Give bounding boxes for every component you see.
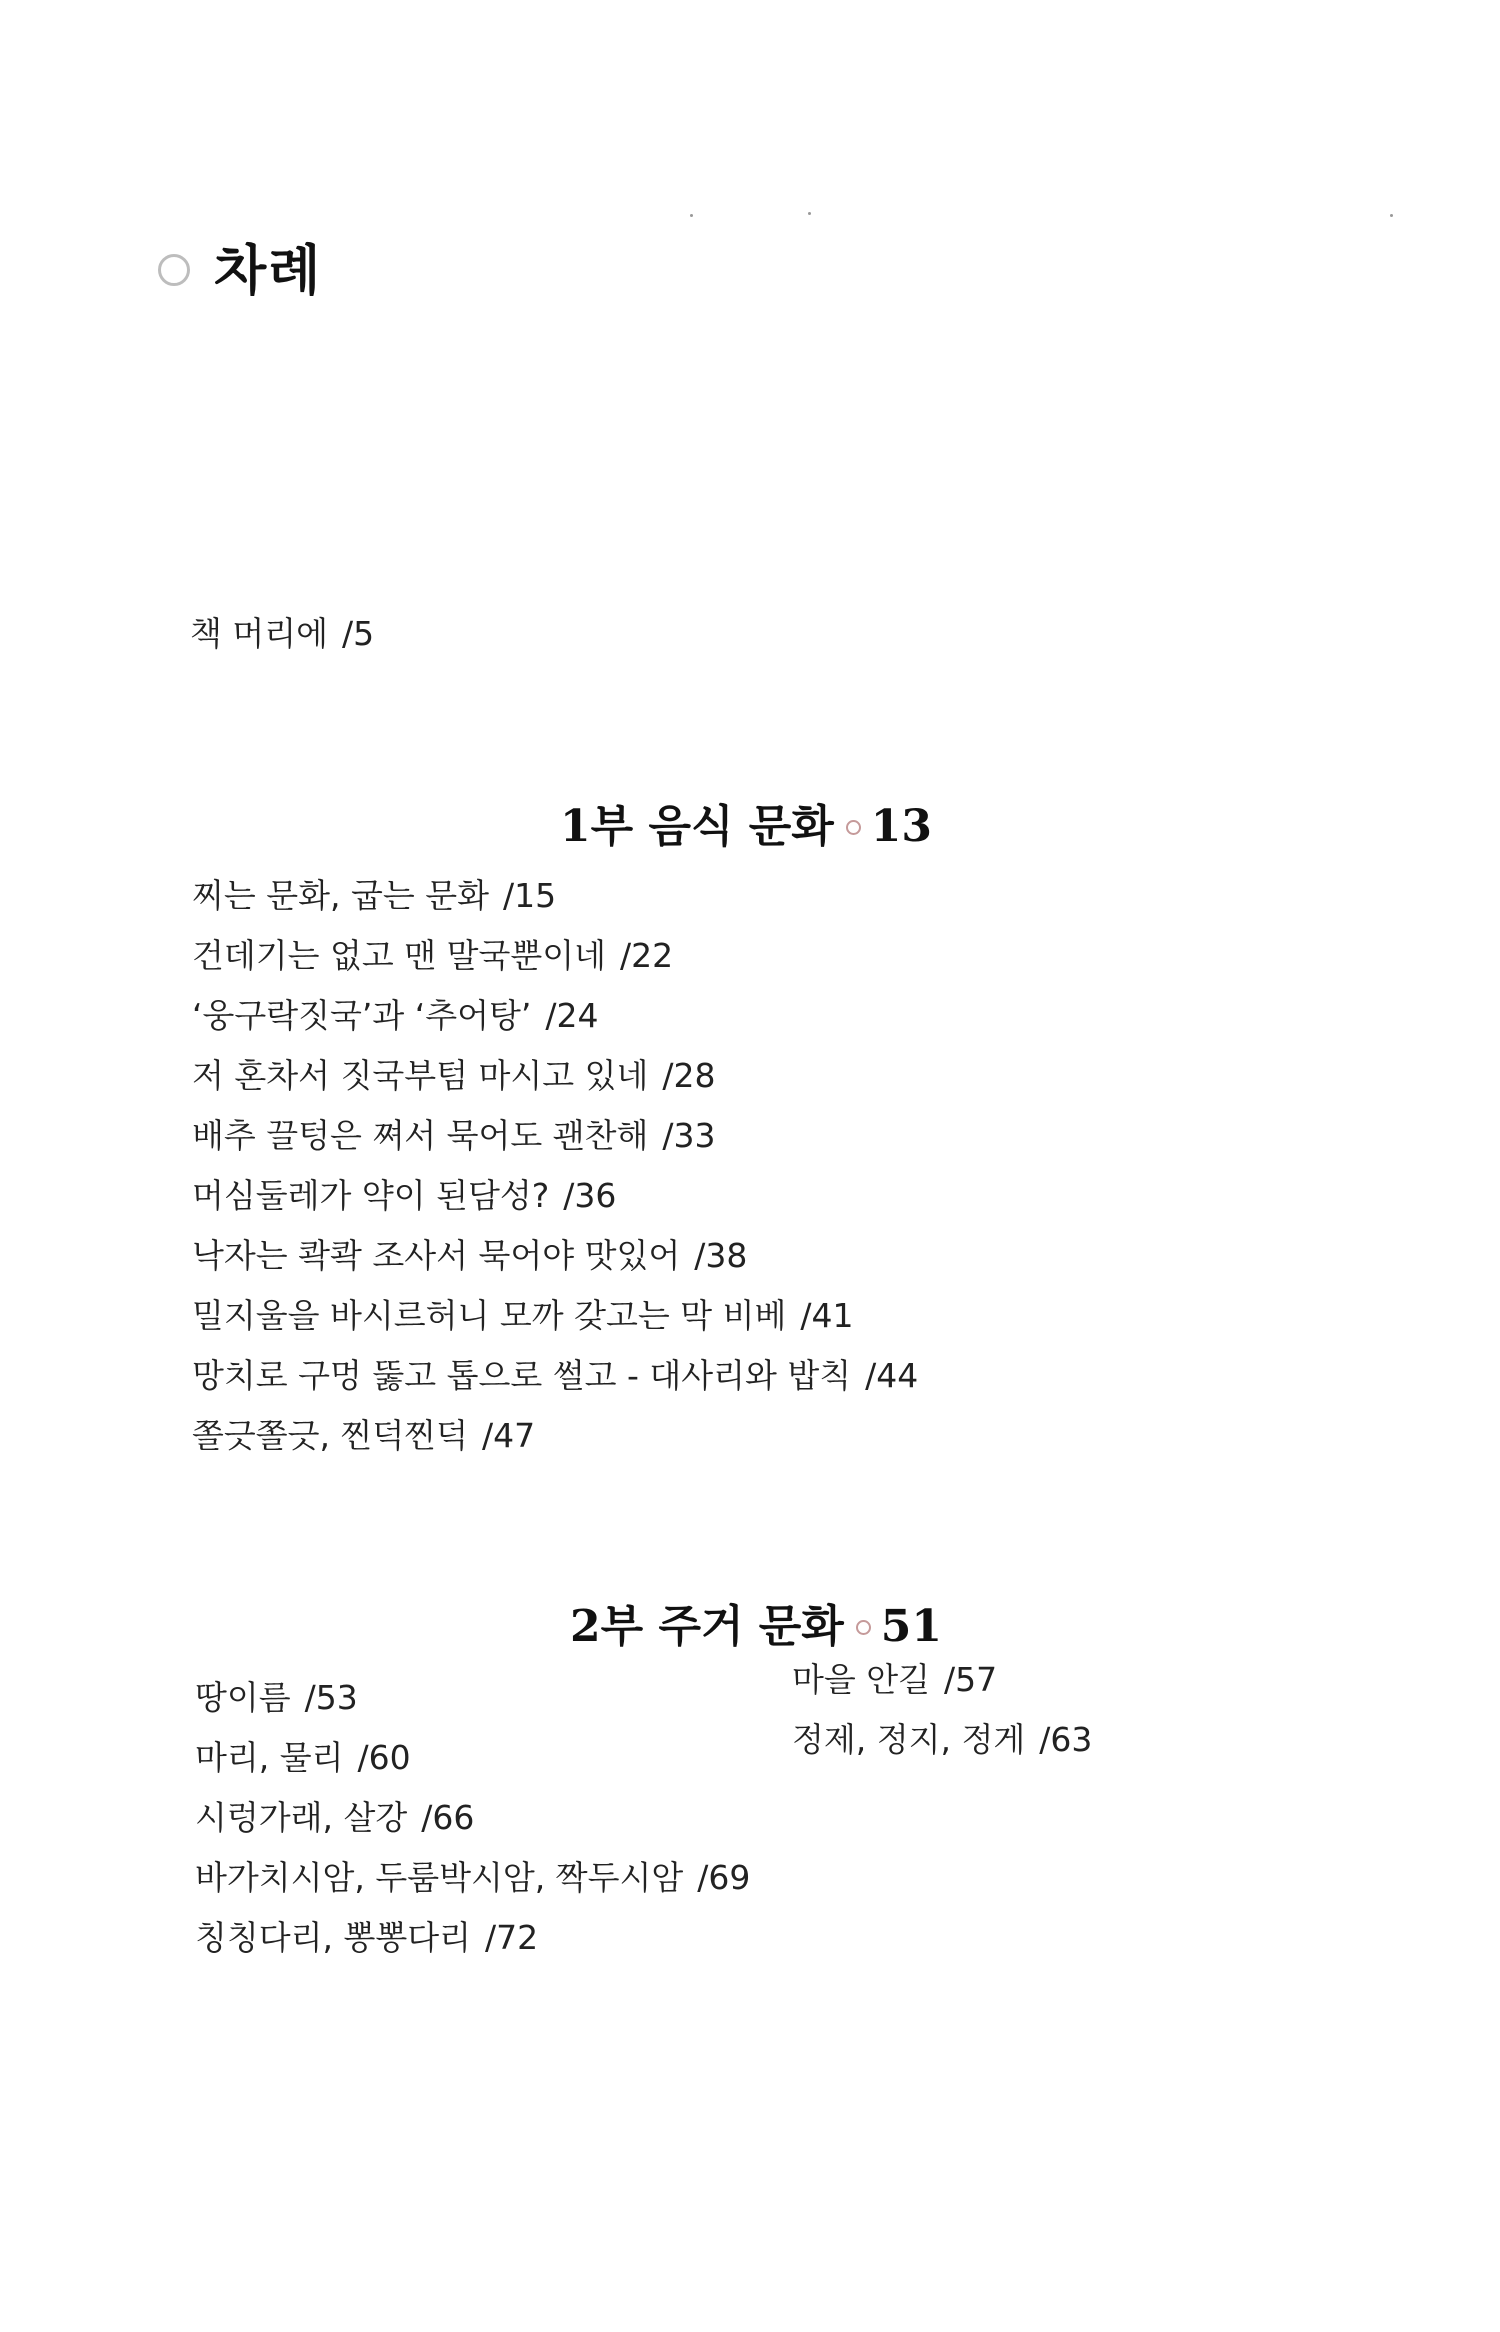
toc-entry <box>195 1728 750 1788</box>
entry-page: /24 <box>545 996 599 1035</box>
toc-entry <box>192 1046 918 1106</box>
toc-entry <box>192 1286 918 1346</box>
toc-entry <box>192 1226 918 1286</box>
toc-entry <box>192 1166 918 1226</box>
entry-page: /72 <box>485 1918 539 1957</box>
entry-title: 머심둘레가 약이 된담성? <box>192 1176 550 1215</box>
dot-icon <box>846 820 861 835</box>
toc-title: 차례 <box>214 239 323 302</box>
entry-title: 찌는 문화, 굽는 문화 <box>192 876 489 915</box>
entry-page: /38 <box>694 1236 748 1275</box>
entry-title: 칭칭다리, 뽕뽕다리 <box>195 1918 472 1957</box>
part2-heading <box>570 1590 942 1654</box>
toc-entry <box>192 926 918 986</box>
entry-page: /53 <box>304 1678 358 1717</box>
entry-title: 쫄긋쫄긋, 찐덕찐덕 <box>192 1416 469 1455</box>
entry-title: 낙자는 콱콱 조사서 묵어야 맛있어 <box>192 1236 681 1275</box>
toc-entry <box>195 1908 750 1968</box>
entry-title: 건데기는 없고 맨 말국뿐이네 <box>192 936 607 975</box>
entry-page: /33 <box>662 1116 716 1155</box>
preface-page: /5 <box>342 614 375 653</box>
entry-page: /22 <box>620 936 674 975</box>
toc-entry <box>192 866 918 926</box>
entry-title: 마리, 물리 <box>195 1738 344 1777</box>
preface-entry <box>190 608 374 655</box>
toc-entry <box>192 986 918 1046</box>
toc-entry <box>192 1106 918 1166</box>
circle-bullet-icon <box>158 254 190 286</box>
entry-title: 땅이름 <box>195 1678 291 1717</box>
toc-entry <box>195 1848 750 1908</box>
entry-page: /69 <box>697 1858 751 1897</box>
entry-title: 바가치시암, 두룸박시암, 짝두시암 <box>195 1858 684 1897</box>
part1-entry-list <box>192 866 918 1466</box>
entry-title: 마을 안길 <box>792 1660 931 1699</box>
dot-icon <box>856 1620 871 1635</box>
toc-entry <box>195 1668 750 1728</box>
toc-entry <box>792 1710 1092 1770</box>
scan-speck <box>1390 214 1393 217</box>
entry-page: /63 <box>1039 1720 1093 1759</box>
entry-page: /47 <box>482 1416 536 1455</box>
toc-entry <box>792 1650 1092 1710</box>
toc-entry <box>192 1346 918 1406</box>
entry-title: ‘웅구락짓국’과 ‘추어탕’ <box>192 996 532 1035</box>
part2-right-entry-list <box>792 1650 1092 1770</box>
entry-page: /15 <box>502 876 557 915</box>
part2-left-entry-list <box>195 1668 750 1968</box>
entry-title: 저 혼차서 짓국부텀 마시고 있네 <box>192 1056 649 1095</box>
part1-title: 1부 음식 문화 <box>560 801 834 852</box>
entry-page: /44 <box>865 1356 919 1395</box>
part1-heading <box>560 790 932 854</box>
entry-page: /41 <box>800 1296 854 1335</box>
part2-title: 2부 주거 문화 <box>570 1601 844 1652</box>
part1-page: 13 <box>870 801 933 852</box>
entry-page: /66 <box>421 1798 475 1837</box>
entry-title: 시렁가래, 살강 <box>195 1798 408 1837</box>
entry-page: /28 <box>662 1056 716 1095</box>
toc-header <box>158 228 322 305</box>
scan-speck <box>690 214 693 217</box>
preface-title: 책 머리에 <box>190 614 329 653</box>
entry-page: /57 <box>944 1660 998 1699</box>
entry-page: /60 <box>357 1738 411 1777</box>
entry-title: 정제, 정지, 정게 <box>792 1720 1026 1759</box>
scan-speck <box>808 212 811 215</box>
entry-title: 밀지울을 바시르허니 모까 갖고는 막 비베 <box>192 1296 787 1335</box>
part2-page: 51 <box>880 1601 943 1652</box>
entry-page: /36 <box>563 1176 617 1215</box>
entry-title: 배추 끌텅은 쪄서 묵어도 괜찬해 <box>192 1116 649 1155</box>
toc-entry <box>192 1406 918 1466</box>
entry-title: 망치로 구멍 뚫고 톱으로 썰고 - 대사리와 밥칙 <box>192 1356 852 1395</box>
toc-entry <box>195 1788 750 1848</box>
